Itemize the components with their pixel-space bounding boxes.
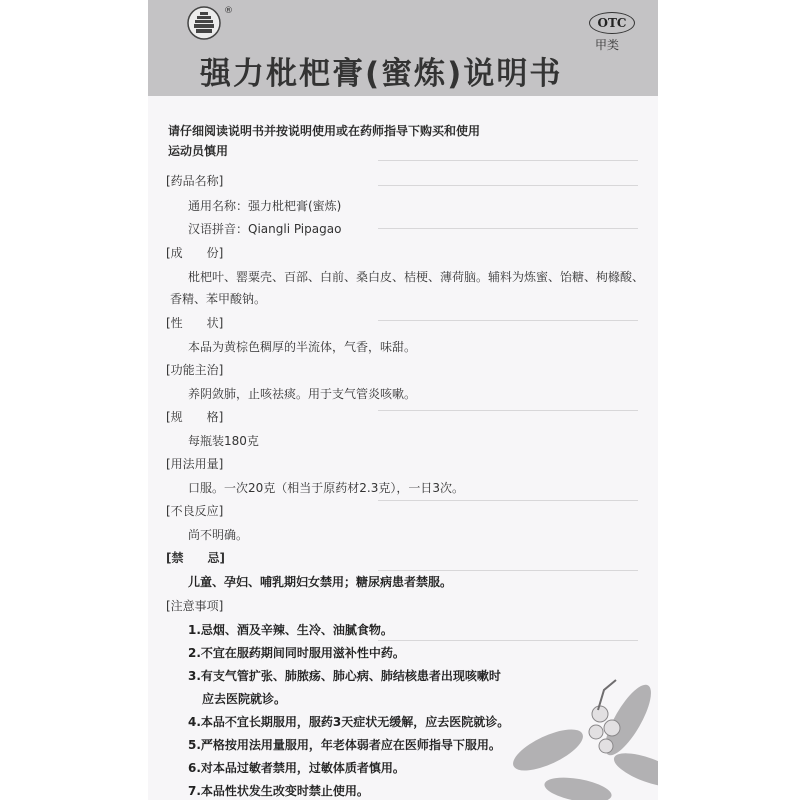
precaution-item: 5.严格按用法用量服用，年老体弱者应在医师指导下服用。 bbox=[188, 738, 501, 752]
section-heading-specification: [规 格] bbox=[166, 410, 224, 424]
header-band bbox=[148, 0, 658, 96]
section-heading-adverse: [不良反应] bbox=[166, 504, 224, 518]
notice-line: 请仔细阅读说明书并按说明使用或在药师指导下购买和使用 bbox=[168, 124, 481, 138]
otc-badge: OTC bbox=[589, 12, 635, 34]
section-heading-dosage: [用法用量] bbox=[166, 457, 224, 471]
contraindications-text: 儿童、孕妇、哺乳期妇女禁用；糖尿病患者禁服。 bbox=[188, 575, 453, 589]
indications-text: 养阴敛肺，止咳祛痰。用于支气管炎咳嗽。 bbox=[188, 387, 417, 401]
bleed-through-line bbox=[378, 570, 638, 571]
notice-line: 运动员慎用 bbox=[168, 144, 229, 158]
instruction-sheet bbox=[148, 0, 658, 800]
usage-notice bbox=[168, 121, 648, 161]
bleed-through-line bbox=[378, 640, 638, 641]
loquat-branch-icon bbox=[508, 670, 658, 800]
otc-category: 甲类 bbox=[595, 38, 620, 52]
section-heading-properties: [性 状] bbox=[166, 316, 224, 330]
precaution-item: 3.有支气管扩张、肺脓疡、肺心病、肺结核患者出现咳嗽时 bbox=[188, 669, 501, 683]
precaution-item: 7.本品性状发生改变时禁止使用。 bbox=[188, 784, 369, 798]
registered-mark: ® bbox=[224, 6, 233, 16]
precaution-item: 6.对本品过敏者禁用，过敏体质者慎用。 bbox=[188, 761, 405, 775]
section-heading-ingredients: [成 份] bbox=[166, 246, 224, 260]
properties-text: 本品为黄棕色稠厚的半流体，气香，味甜。 bbox=[188, 340, 417, 354]
specification-text: 每瓶装180克 bbox=[188, 434, 259, 448]
precaution-item: 应去医院就诊。 bbox=[202, 692, 287, 706]
pagoda-logo-icon bbox=[186, 6, 222, 40]
generic-name: 通用名称：强力枇杷膏(蜜炼) bbox=[188, 199, 342, 213]
adverse-text: 尚不明确。 bbox=[188, 528, 249, 542]
precaution-item: 1.忌烟、酒及辛辣、生冷、油腻食物。 bbox=[188, 623, 393, 637]
section-heading-precautions: [注意事项] bbox=[166, 599, 224, 613]
page-title: 强力枇杷膏(蜜炼)说明书 bbox=[200, 56, 563, 92]
bleed-through-line bbox=[378, 160, 638, 161]
dosage-text: 口服。一次20克（相当于原药材2.3克），一日3次。 bbox=[188, 481, 464, 495]
ingredients-text: 枇杷叶、罂粟壳、百部、白前、桑白皮、桔梗、薄荷脑。辅料为炼蜜、饴糖、枸橼酸、 bbox=[188, 270, 645, 284]
pinyin-name: 汉语拼音：Qiangli Pipagao bbox=[188, 222, 342, 236]
bleed-through-line bbox=[378, 410, 638, 411]
ingredients-text: 香精、苯甲酸钠。 bbox=[170, 292, 267, 306]
section-heading-contraindications: [禁 忌] bbox=[166, 551, 225, 565]
bleed-through-line bbox=[378, 185, 638, 186]
bleed-through-line bbox=[378, 500, 638, 501]
section-heading-drug-name: [药品名称] bbox=[166, 174, 224, 188]
bleed-through-line bbox=[378, 228, 638, 229]
precaution-item: 2.不宜在服药期间同时服用滋补性中药。 bbox=[188, 646, 405, 660]
bleed-through-line bbox=[378, 320, 638, 321]
section-heading-indications: [功能主治] bbox=[166, 363, 224, 377]
precaution-item: 4.本品不宜长期服用，服药3天症状无缓解，应去医院就诊。 bbox=[188, 715, 510, 729]
